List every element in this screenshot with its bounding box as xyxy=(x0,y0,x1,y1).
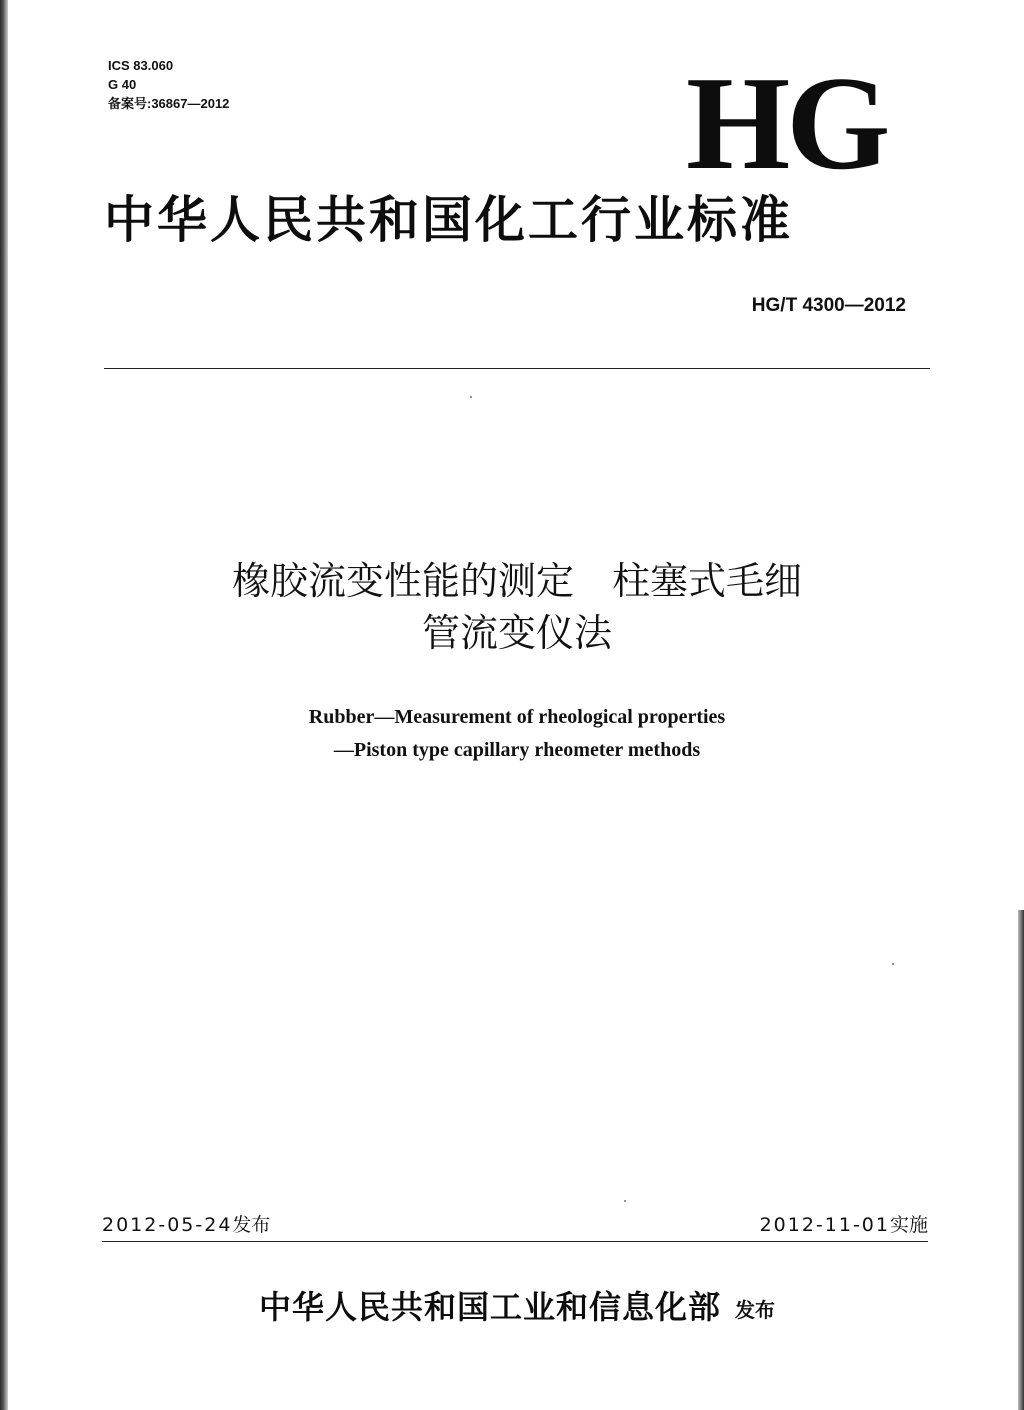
scan-speck xyxy=(624,1200,626,1202)
scan-speck xyxy=(892,963,894,965)
ics-code: ICS 83.060 xyxy=(108,58,174,73)
industry-standard-title: 中华人民共和国化工行业标准 xyxy=(104,190,793,249)
english-title-line-2: —Piston type capillary rheometer methods xyxy=(333,739,701,761)
publisher-name: 中华人民共和国工业和信息化部 xyxy=(258,1288,721,1326)
effective-date: 2012-11-01 xyxy=(759,1214,890,1236)
chinese-title-line-2: 管流变仪法 xyxy=(421,611,612,655)
publisher-line xyxy=(104,1284,930,1330)
issue-date: 2012-05-24 xyxy=(102,1214,233,1236)
scan-edge-right xyxy=(1018,910,1024,1410)
bottom-divider xyxy=(102,1241,928,1242)
effective-date-line xyxy=(620,1210,928,1240)
top-divider xyxy=(104,368,930,369)
standard-number: HG/T 4300—2012 xyxy=(751,295,906,316)
effective-label: 实施 xyxy=(889,1214,928,1236)
publisher-suffix: 发布 xyxy=(735,1297,775,1322)
filing-number: 备案号:36867—2012 xyxy=(108,96,230,111)
issue-date-line xyxy=(102,1210,402,1240)
ccs-code: G 40 xyxy=(108,77,137,92)
chinese-title-line-1: 橡胶流变性能的测定 柱塞式毛细 xyxy=(231,559,802,603)
scan-speck xyxy=(470,396,472,398)
hg-logo: HG xyxy=(686,49,887,197)
classification-block xyxy=(108,56,408,113)
scan-edge-left xyxy=(0,0,8,1410)
english-title-line-1: Rubber—Measurement of rheological properties xyxy=(308,706,726,728)
issue-label: 发布 xyxy=(232,1214,271,1236)
